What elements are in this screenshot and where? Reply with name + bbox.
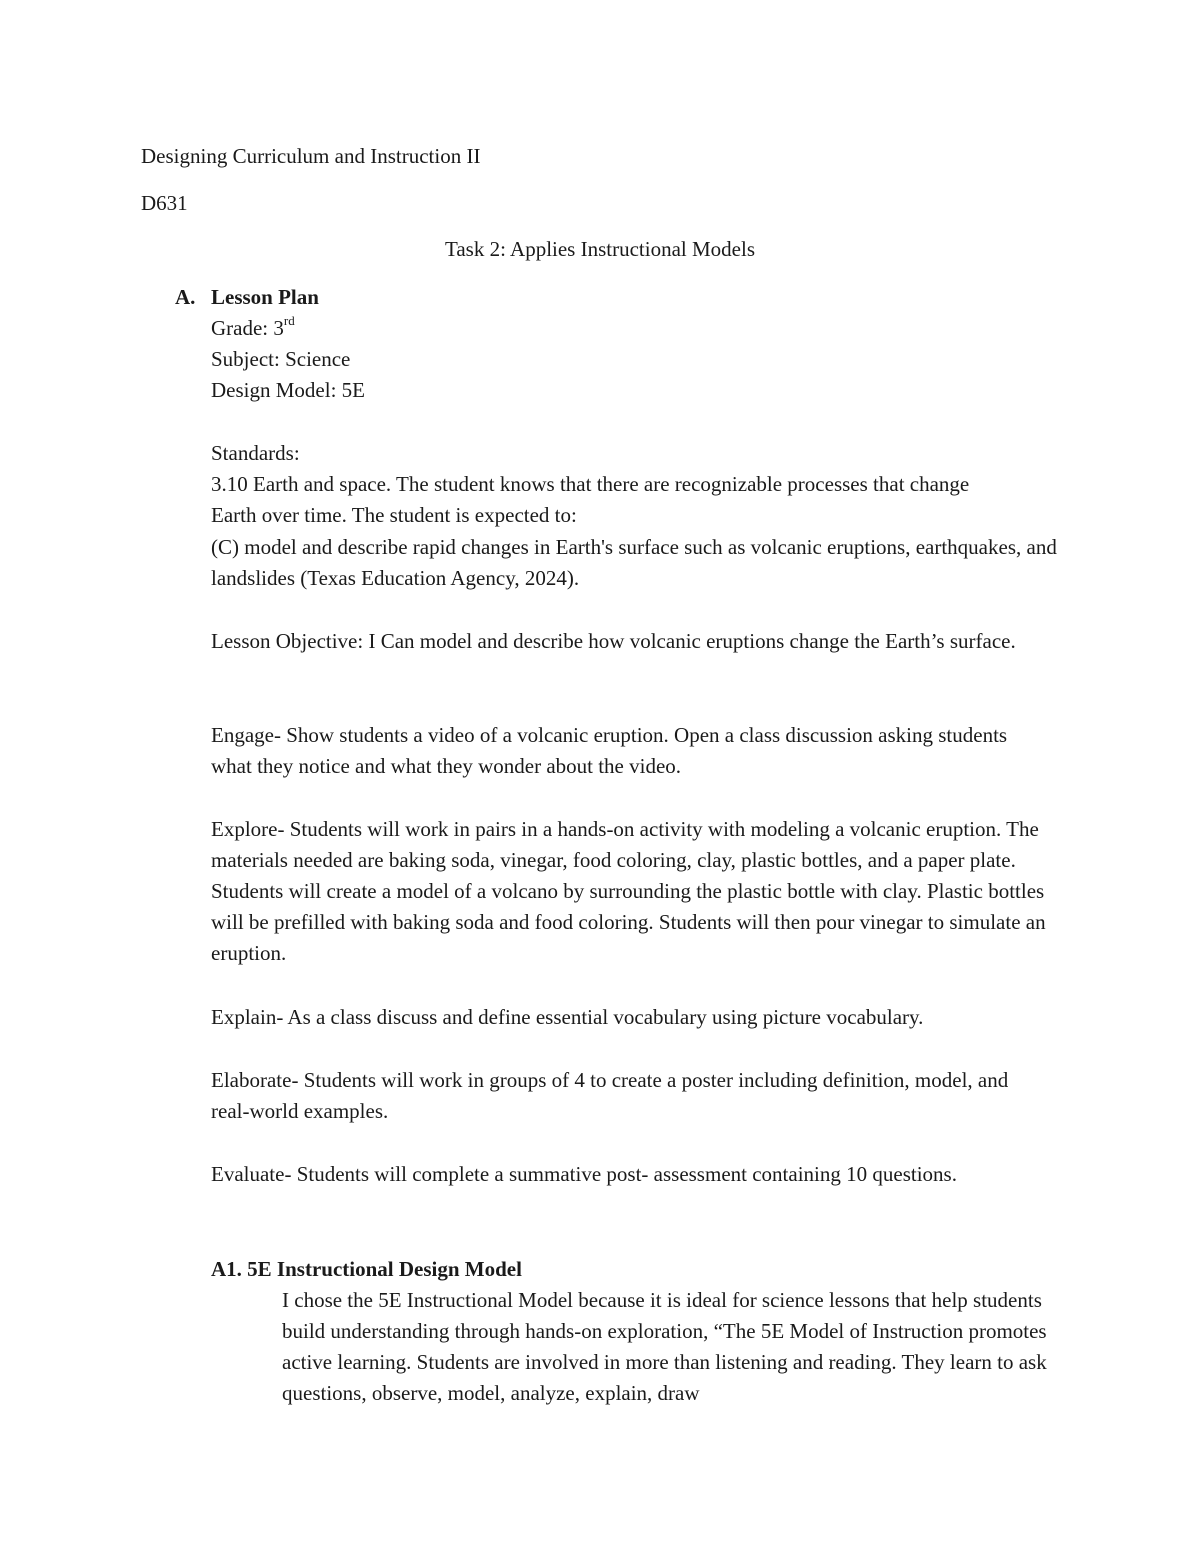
course-code: D631 xyxy=(141,191,188,215)
standards-label: Standards: xyxy=(211,441,300,465)
subject-line: Subject: Science xyxy=(211,347,351,371)
section-a1-heading: A1. 5E Instructional Design Model xyxy=(211,1257,522,1281)
elaborate-phase: Elaborate- Students will work in groups of 4 to create a poster including definition, model, and real-world examples. xyxy=(211,1068,1009,1123)
section-a-marker: A. xyxy=(175,285,196,309)
evaluate-phase: Evaluate- Students will complete a summative post- assessment containing 10 questions. xyxy=(211,1162,957,1186)
lesson-objective: Lesson Objective: I Can model and describe how volcanic eruptions change the Earth’s surface. xyxy=(211,629,1016,653)
explain-phase: Explain- As a class discuss and define essential vocabulary using picture vocabulary. xyxy=(211,1005,924,1029)
grade-suffix: rd xyxy=(283,313,295,328)
standard-c-text: (C) model and describe rapid changes in Earth's surface such as volcanic eruptions, earthquakes, and landslides (Texas Education Agency, 2024). xyxy=(211,535,1057,590)
standard-text: 3.10 Earth and space. The student knows that there are recognizable processes that change Earth over time. The student is expected to: xyxy=(211,472,970,527)
design-model-line: Design Model: 5E xyxy=(211,378,365,402)
section-a-heading: Lesson Plan xyxy=(211,285,319,309)
engage-phase: Engage- Show students a video of a volcanic eruption. Open a class discussion asking students what they notice and what they wonder about the video. xyxy=(211,723,1008,778)
grade-line xyxy=(211,313,295,344)
grade-label: Grade: 3 xyxy=(211,316,284,340)
course-title: Designing Curriculum and Instruction II xyxy=(141,144,481,168)
section-a1-body: I chose the 5E Instructional Model because it is ideal for science lessons that help students build understanding through hands-on exploration, “The 5E Model of Instruction promotes active learning. Students are involved in more than listening and reading. They learn to ask questions, observe, model, analyze, explain, draw xyxy=(282,1288,1047,1405)
task-title: Task 2: Applies Instructional Models xyxy=(445,237,755,261)
explore-phase: Explore- Students will work in pairs in a hands-on activity with modeling a volcanic eruption. The materials needed are baking soda, vinegar, food coloring, clay, plastic bottles, and a paper plate. Students will create a model of a volcano by surrounding the plastic bottle with clay. Plastic bottles will be prefilled with baking soda and food coloring. Students will then pour vinegar to simulate an eruption. xyxy=(211,817,1046,965)
